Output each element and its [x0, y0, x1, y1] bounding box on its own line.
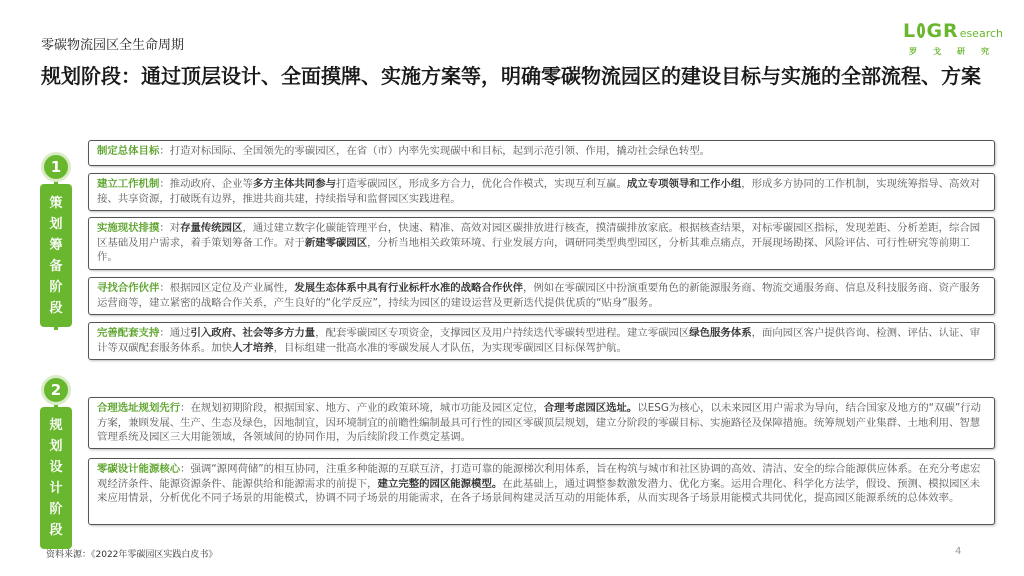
logo-subtitle [909, 46, 989, 57]
source-note: 资料来源：《2022年零碳园区实践白皮书》 [46, 550, 218, 560]
item-highlight: 成立专项领导和工作小组 [626, 178, 742, 190]
item-text: ，分析当地相关政策环境、行业发展方向，调研同类型典型园区，分析其难点痛点，开展现场勘探、风险评估、可行性研究等前期工作。 [97, 236, 970, 263]
logo-sub-char: 研 [957, 47, 965, 56]
logo-mark [903, 20, 1003, 42]
item-box-energy-core [88, 458, 995, 525]
item-highlight: 人才培养 [232, 341, 274, 354]
item-highlight: 多方主体共同参与 [252, 178, 336, 190]
item-highlight: 建立完整的园区能源模型。 [377, 477, 503, 490]
stage-label-char: 划 [49, 216, 63, 232]
item-lead: 寻找合作伙伴 [97, 282, 160, 294]
item-lead: 完善配套支持 [97, 327, 160, 339]
stage-label [40, 184, 72, 327]
item-highlight: 存量传统园区 [180, 222, 243, 234]
item-text: ，配套零碳园区专项资金，支撑园区及用户持续迭代零碳转型进程。建立零碳园区 [315, 327, 690, 339]
logo [903, 20, 1003, 64]
stage-label-char: 阶 [49, 502, 63, 517]
item-lead: 实施现状排摸 [97, 222, 160, 234]
stage-label-char: 策 [49, 195, 63, 211]
item-box-support [88, 322, 995, 360]
item-text: 在此基础上，通过调整参数激发潜力、优化方案。运用合理化、科学化方法学，假设、预测、模拟园区未来应用情景，分析优化不同子场景的用能模式，协调不同子场景的用能需求，在各子场景间构建灵活互动的用能体系，从而实现各子场景用能模式共同优化，提高园区能源系统的总体效率。 [97, 477, 981, 504]
item-text: 以ESG为核心，以未来园区用户需求为导向，结合国家及地方的“双碳”行动方案，兼顾发展、生产、生态及绿色，因地制宜，因环境制宜的前瞻性编制最具可行性的园区零碳顶层规划，建立分阶段的零碳目标、实施路径及保障措施。统筹规划产业集群、土地利用、智慧管理系统及园区三大用能领域，各领域间的协同作用，为后续阶段工作奠定基调。 [97, 402, 982, 443]
logo-sub-char: 戈 [933, 47, 941, 56]
item-highlight: 发展生态体系中具有行业标杆水准的战略合作伙伴 [294, 282, 524, 294]
item-lead: 零碳设计能源核心 [97, 463, 181, 475]
item-text: ：强调“源网荷储”的相互协同，注重多种能源的互联互济，打造可靠的能源梯次利用体系，旨在构筑与城市和社区协调的高效、清洁、安全的综合能源供应体系。在充分考虑宏观经济条件、能源资源条件、能源供给和能源需求的前提下， [97, 463, 981, 490]
stage-number-badge: 1 [41, 152, 71, 182]
item-box-work-mechanism [88, 173, 995, 211]
item-lead: 合理选址规划先行 [97, 402, 181, 414]
stage-label [40, 407, 72, 549]
item-highlight: 新建零碳园区 [304, 236, 368, 249]
logo-letters-gr: GR [926, 20, 959, 42]
stage-label-char: 设 [49, 460, 63, 475]
logo-research: esearch [959, 27, 1003, 40]
item-text: ，面向园区客户提供咨询、检测、评估、认证、审计等双碳配套服务体系。加快 [97, 327, 981, 354]
stage-label-char: 段 [49, 300, 63, 316]
stage-number-badge: 2 [41, 375, 71, 405]
item-box-overall-goal [88, 140, 995, 166]
item-lead: 制定总体目标 [97, 145, 160, 157]
item-text: ，目标组建一批高水准的零碳发展人才队伍，为实现零碳园区目标保驾护航。 [273, 341, 627, 354]
page-title: 规划阶段：通过顶层设计、全面摸牌、实施方案等，明确零碳物流园区的建设目标与实施的全部流程、方案 [41, 64, 981, 88]
item-highlight: 合理考虑园区选址。 [543, 402, 638, 414]
item-text: ，形成多方协同的工作机制，实现统筹指导、高效对接、共享资源，打破既有边界，推进共商共建，持续指导和监督园区实践进程。 [97, 178, 981, 205]
page-number: 4 [955, 546, 962, 557]
item-lead: 建立工作机制 [97, 178, 160, 190]
logo-sub-char: 究 [981, 47, 989, 56]
stage-label-char: 划 [49, 439, 63, 454]
stage-label-char: 备 [49, 258, 63, 274]
page-topic: 零碳物流园区全生命周期 [41, 38, 185, 53]
logo-letter-l: L [903, 20, 917, 42]
item-text: ，例如在零碳园区中扮演重要角色的新能源服务商、物流交通服务商、信息及科技服务商、资产服务运营商等，建立紧密的战略合作关系，产生良好的“化学反应”，持续为园区的建设运营及更新迭代提供优质的“贴身”服务。 [97, 282, 981, 309]
logo-ring-icon [917, 23, 925, 38]
stage-label-char: 计 [49, 481, 63, 496]
stage-label-char: 规 [49, 418, 63, 433]
logo-sub-char: 罗 [909, 47, 917, 56]
item-text: ：在规划初期阶段，根据国家、地方、产业的政策环境，城市功能及园区定位， [180, 402, 544, 414]
item-text: ：打造对标国际、全国领先的零碳园区，在省（市）内率先实现碳中和目标，起到示范引领、作用，撬动社会绿色转型。 [159, 145, 711, 157]
stage-label-char: 筹 [49, 237, 63, 253]
item-highlight: 引入政府、社会等多方力量 [190, 327, 316, 339]
item-box-partners [88, 277, 995, 315]
item-text: ：通过 [159, 327, 191, 339]
item-text: ：根据园区定位及产业属性， [159, 282, 295, 294]
item-text: ：推动政府、企业等 [159, 178, 253, 190]
stage-label-char: 阶 [49, 279, 63, 295]
item-highlight: 绿色服务体系 [689, 327, 752, 339]
item-text: ，通过建立数字化碳能管理平台，快速、精准、高效对园区碳排放进行核查，摸清碳排放家底。根据核查结果，对标零碳园区指标，发现差距、分析差距，综合园区基础及用户需求，着手策划筹备工作。对于 [97, 222, 981, 249]
item-box-site-planning [88, 397, 995, 449]
stage-label-char: 段 [49, 523, 63, 538]
item-box-status-survey [88, 217, 995, 270]
item-text: 打造零碳园区，形成多方合力，优化合作模式，实现互利互赢。 [335, 178, 627, 190]
item-text: ：对 [159, 222, 181, 234]
